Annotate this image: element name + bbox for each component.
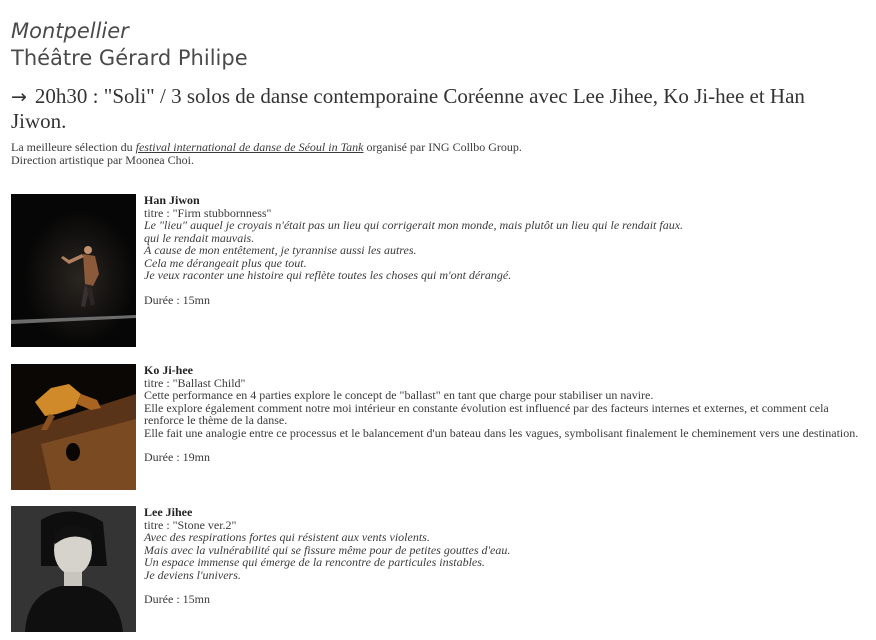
intro-prefix: La meilleure sélection du <box>11 140 136 154</box>
intro-suffix: organisé par ING Collbo Group. <box>363 140 522 154</box>
city-heading: Montpellier <box>11 19 129 43</box>
dancer-photo-han-jiwon <box>11 194 136 347</box>
description-line: Elle explore également comment notre moi intérieur en constante évolution est influencé par des facteurs internes et externes, et comment cela renforce le thème de la danse. <box>144 400 829 427</box>
description-line: Je deviens l'univers. <box>144 567 241 582</box>
venue-heading: Théâtre Gérard Philipe <box>11 46 248 70</box>
piece-title: titre : "Firm stubbornness" <box>144 205 272 220</box>
dancer-photo-ko-ji-hee <box>11 364 136 490</box>
artist-name: Lee Jihee <box>144 505 193 519</box>
solo-text <box>144 364 863 464</box>
headline-text: 20h30 : "Soli" / 3 solos de danse contemporaine Coréenne avec Lee Jihee, Ko Ji-hee et Han Jiwon. <box>11 84 805 133</box>
piece-title: titre : "Ballast Child" <box>144 375 246 390</box>
article <box>11 18 863 166</box>
description-line: qui le rendait mauvais. <box>144 230 255 245</box>
dancer-photo-lee-jihee <box>11 506 136 632</box>
duration: Durée : 15mn <box>144 592 210 606</box>
description-line: Le "lieu" auquel je croyais n'était pas un lieu qui corrigerait mon monde, mais plutôt un lieu qui le rendait faux. <box>144 218 684 232</box>
solo-text <box>144 506 863 606</box>
arrow-icon: → <box>11 86 27 108</box>
duration: Durée : 15mn <box>144 292 210 307</box>
description-line: Cette performance en 4 parties explore le concept de "ballast" en tant que charge pour stabiliser un navire. <box>144 388 654 402</box>
description-line: Mais avec la vulnérabilité qui se fissure même pour de petites gouttes d'eau. <box>144 542 511 557</box>
solo-text <box>144 194 863 306</box>
description-line: À cause de mon entêtement, je tyrannise aussi les autres. <box>144 243 417 257</box>
description-line: Cela me dérangeait plus que tout. <box>144 255 307 270</box>
festival-link[interactable]: festival international de danse de Séoul in Tank <box>135 140 364 154</box>
intro-paragraph <box>11 141 863 166</box>
piece-title: titre : "Stone ver.2" <box>144 517 237 532</box>
artist-name: Ko Ji-hee <box>144 363 193 377</box>
artistic-direction: Direction artistique par Moonea Choi. <box>11 152 194 167</box>
description-line: Je veux raconter une histoire qui reflète toutes les choses qui m'ont dérangé. <box>144 268 512 282</box>
duration: Durée : 19mn <box>144 450 210 464</box>
description-line: Elle fait une analogie entre ce processus et le balancement d'un bateau dans les vagues, symbolisant finalement le cheminement vers une destination. <box>144 425 859 440</box>
artist-name: Han Jiwon <box>144 193 200 207</box>
description-line: Avec des respirations fortes qui résistent aux vents violents. <box>144 530 430 544</box>
description-line: Un espace immense qui émerge de la rencontre de particules instables. <box>144 555 485 569</box>
event-headline <box>11 84 863 133</box>
